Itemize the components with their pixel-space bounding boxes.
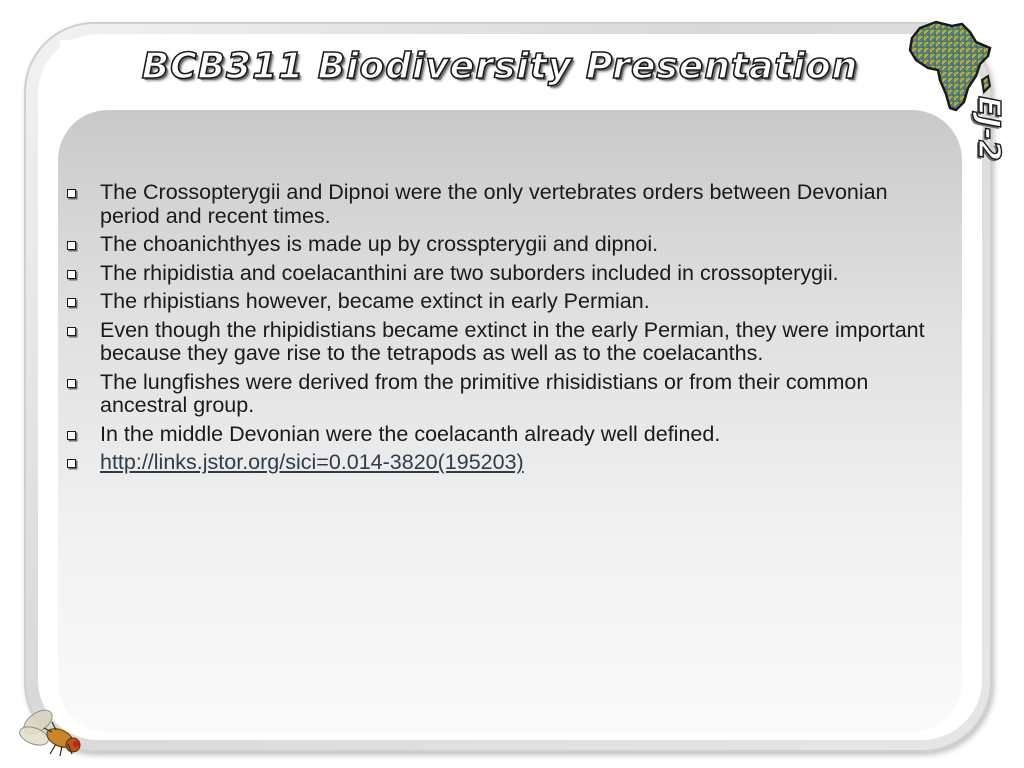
bullet-text: Even though the rhipidistians became extinct in the early Permian, they were important because they gave rise to the tetrapods as well as to the coelacanths. (100, 317, 925, 365)
bullet-item (62, 181, 942, 228)
square-bullet-icon (67, 327, 76, 336)
square-bullet-icon (67, 241, 76, 250)
slide-side-label: EJ-2 (971, 96, 1006, 161)
bullet-item (62, 290, 942, 314)
reference-link[interactable]: http://links.jstor.org/sici=0.014-3820(195203) (100, 450, 524, 474)
bullet-text: The lungfishes were derived from the primitive rhisidistians or from their common ancestral group. (100, 369, 869, 417)
fruit-fly-icon (16, 700, 92, 758)
bullet-item (62, 233, 942, 257)
square-bullet-icon (67, 270, 76, 279)
bullet-text: In the middle Devonian were the coelacanth already well defined. (100, 421, 721, 446)
bullet-item-link (62, 451, 942, 475)
bullet-text: The choanichthyes is made up by crosspterygii and dipnoi. (100, 232, 659, 256)
square-bullet-icon (67, 298, 76, 307)
square-bullet-icon (67, 431, 76, 440)
square-bullet-icon (67, 459, 76, 468)
bullet-list (62, 181, 942, 480)
bullet-text: The Crossopterygii and Dipnoi were the only vertebrates orders between Devonian period and recent times. (100, 180, 888, 228)
bullet-item (62, 371, 942, 418)
bullet-item (62, 423, 942, 447)
bullet-item (62, 319, 942, 366)
bullet-item (62, 262, 942, 286)
slide-title: BCB311 Biodiversity Presentation (141, 46, 859, 87)
bullet-text: The rhipistians however, became extinct in early Permian. (100, 289, 650, 313)
square-bullet-icon (67, 189, 76, 198)
square-bullet-icon (67, 379, 76, 388)
bullet-text: The rhipidistia and coelacanthini are two suborders included in crossopterygii. (100, 260, 839, 285)
